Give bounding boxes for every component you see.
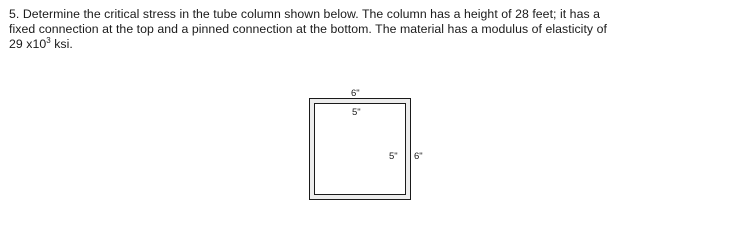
problem-line-1: 5. Determine the critical stress in the tube column shown below. The column has a height of 28 feet; it has a [9, 7, 601, 21]
modulus-exponent: 3 [46, 35, 51, 45]
inner-height-label: 5" [389, 151, 398, 162]
inner-width-label: 5" [352, 107, 361, 118]
outer-width-label: 6" [351, 88, 360, 99]
problem-line-2: fixed connection at the top and a pinned connection at the bottom. The material has a modulus of elasticity of [9, 22, 607, 36]
modulus-value: 29 x10 [9, 37, 47, 51]
outer-height-label: 6" [414, 151, 423, 162]
modulus-unit: ksi. [50, 37, 73, 51]
